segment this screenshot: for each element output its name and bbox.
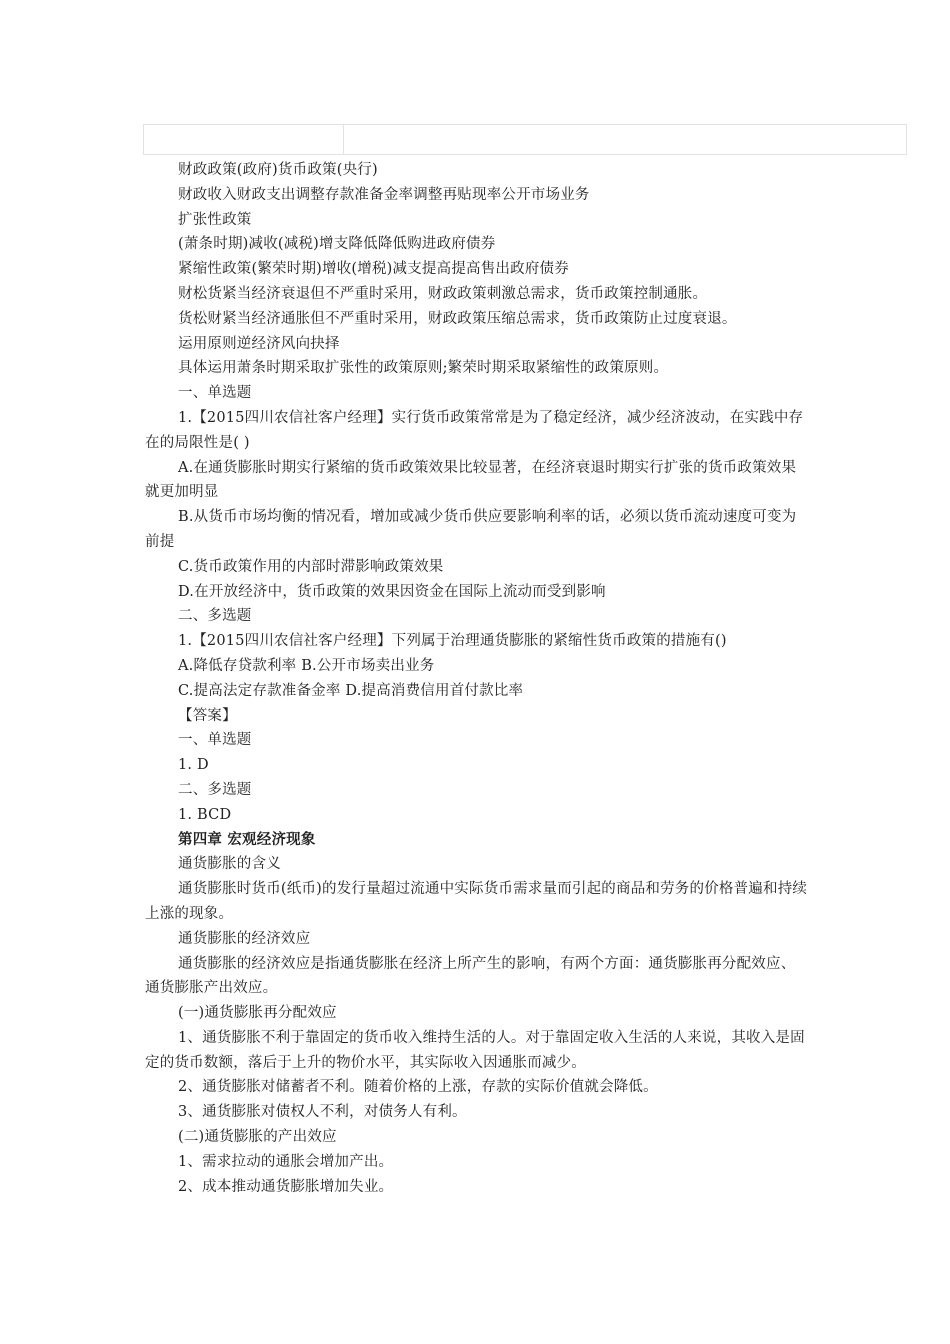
options-cd: C.提高法定存款准备金率 D.提高消费信用首付款比率 bbox=[178, 682, 524, 699]
paragraph: 通货膨胀的经济效应 bbox=[178, 930, 311, 947]
section-heading: 一、单选题 bbox=[178, 385, 252, 402]
option-a: A.在通货膨胀时期实行紧缩的货币政策效果比较显著，在经济衰退时期实行扩张的货币政策效果就更加明显 bbox=[145, 459, 797, 501]
paragraph: 通货膨胀时货币(纸币)的发行量超过流通中实际货币需求量而引起的商品和劳务的价格普遍和持续上涨的现象。 bbox=[145, 881, 808, 922]
header-table bbox=[143, 124, 907, 155]
section-heading: 二、多选题 bbox=[178, 608, 252, 625]
paragraph: 3、通货膨胀对债权人不利，对债务人有利。 bbox=[178, 1104, 467, 1121]
paragraph: 2、成本推动通货膨胀增加失业。 bbox=[178, 1178, 394, 1195]
answer-heading: 【答案】 bbox=[178, 707, 237, 724]
paragraph: 运用原则逆经济风向抉择 bbox=[178, 335, 340, 352]
paragraph: 具体运用萧条时期采取扩张性的政策原则;繁荣时期采取紧缩性的政策原则。 bbox=[178, 360, 669, 377]
paragraph: (一)通货膨胀再分配效应 bbox=[178, 1005, 337, 1022]
options-ab: A.降低存贷款利率 B.公开市场卖出业务 bbox=[178, 657, 435, 674]
paragraph: 通货膨胀的含义 bbox=[178, 856, 281, 873]
paragraph: 1、通货膨胀不利于靠固定的货币收入维持生活的人。对于靠固定收入生活的人来说，其收入是固定的货币数额，落后于上升的物价水平，其实际收入因通胀而减少。 bbox=[145, 1029, 805, 1071]
option-b: B.从货币市场均衡的情况看，增加或减少货币供应要影响利率的话，必须以货币流动速度可变为前提 bbox=[145, 509, 797, 550]
paragraph: 财政收入财政支出调整存款准备金率调整再贴现率公开市场业务 bbox=[178, 186, 590, 203]
option-c: C.货币政策作用的内部时滞影响政策效果 bbox=[178, 558, 444, 575]
paragraph: 货松财紧当经济通胀但不严重时采用，财政政策压缩总需求，货币政策防止过度衰退。 bbox=[178, 310, 737, 327]
paragraph: 1、需求拉动的通胀会增加产出。 bbox=[178, 1153, 394, 1170]
section-heading: 二、多选题 bbox=[178, 781, 252, 798]
question-stem: 1.【2015四川农信社客户经理】实行货币政策常常是为了稳定经济，减少经济波动，在实践中存在的局限性是( ) bbox=[145, 409, 804, 451]
answer-line: 1. BCD bbox=[178, 806, 232, 823]
paragraph: 紧缩性政策(繁荣时期)增收(增税)减支提高提高售出政府债券 bbox=[178, 261, 569, 278]
document-body bbox=[145, 158, 810, 1199]
chapter-title: 第四章 宏观经济现象 bbox=[178, 830, 316, 848]
paragraph: 扩张性政策 bbox=[178, 211, 252, 228]
question-stem: 1.【2015四川农信社客户经理】下列属于治理通货膨胀的紧缩性货币政策的措施有() bbox=[178, 633, 727, 650]
paragraph: 通货膨胀的经济效应是指通货膨胀在经济上所产生的影响，有两个方面：通货膨胀再分配效应、 通货膨胀产出效应。 bbox=[145, 955, 801, 997]
answer-line: 1. D bbox=[178, 757, 209, 774]
section-heading: 一、单选题 bbox=[178, 732, 252, 749]
paragraph: (二)通货膨胀的产出效应 bbox=[178, 1129, 337, 1146]
paragraph: (萧条时期)减收(减税)增支降低降低购进政府债券 bbox=[178, 236, 496, 253]
paragraph: 财松货紧当经济衰退但不严重时采用，财政政策刺激总需求，货币政策控制通胀。 bbox=[178, 285, 708, 302]
paragraph: 财政政策(政府)货币政策(央行) bbox=[178, 162, 378, 178]
paragraph: 2、通货膨胀对储蓄者不利。随着价格的上涨，存款的实际价值就会降低。 bbox=[178, 1079, 658, 1096]
header-cell-right bbox=[344, 125, 906, 154]
option-d: D.在开放经济中，货币政策的效果因资金在国际上流动而受到影响 bbox=[178, 583, 606, 600]
header-cell-left bbox=[144, 125, 344, 154]
